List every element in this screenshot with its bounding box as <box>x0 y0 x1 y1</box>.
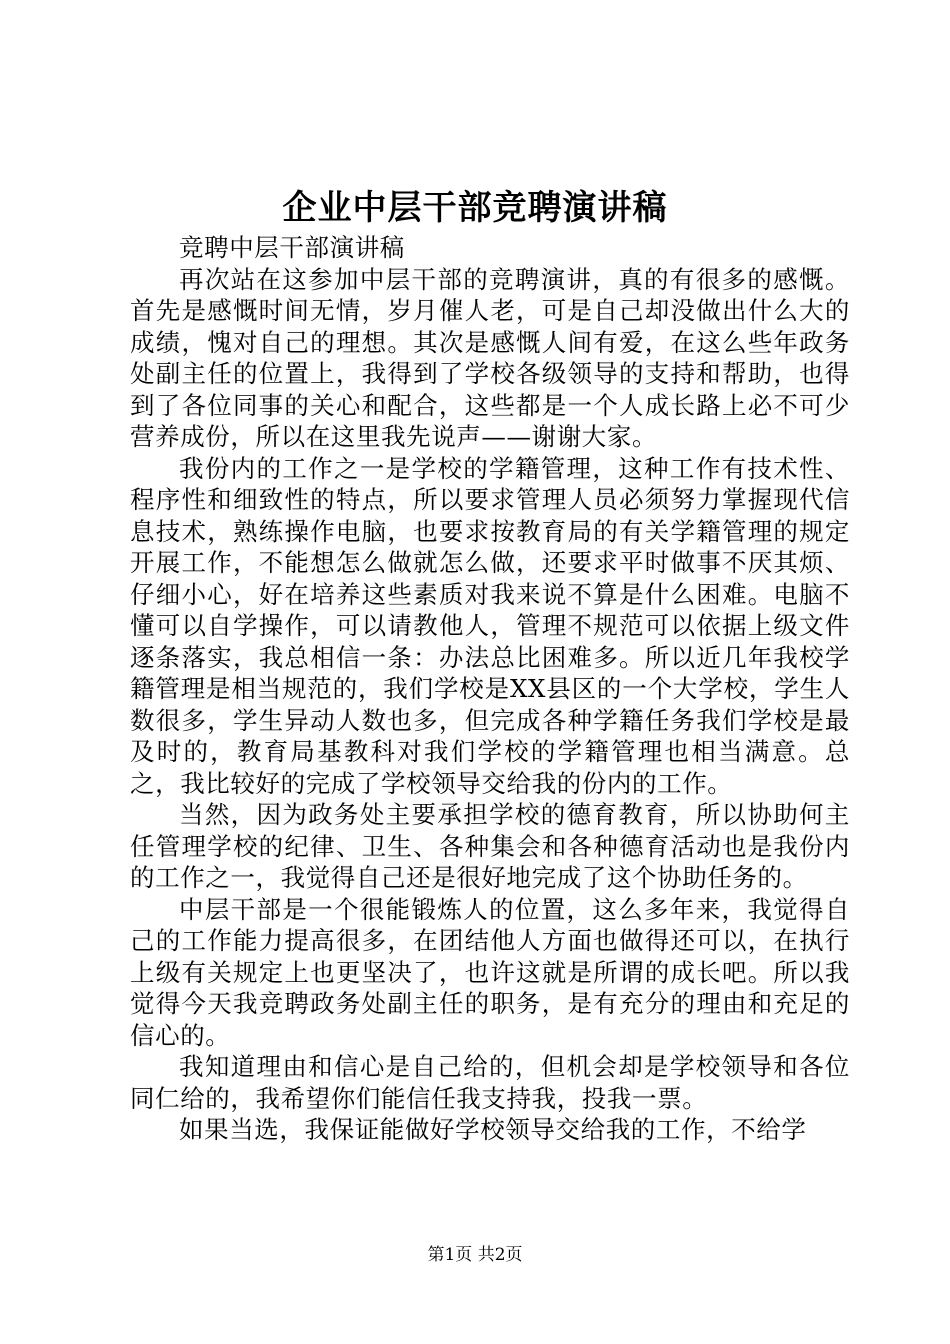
page-footer: 第1页 共2页 <box>427 1245 523 1265</box>
document-body <box>130 232 850 1146</box>
paragraph: 中层干部是一个很能锻炼人的位置，这么多年来，我觉得自己的工作能力提高很多，在团结他人方面也做得还可以，在执行上级有关规定上也更坚决了，也许这就是所谓的成长吧。所以我觉得今天我竞聘政务处副主任的职务，是有充分的理由和充足的信心的。 <box>130 894 850 1050</box>
paragraph: 我知道理由和信心是自己给的，但机会却是学校领导和各位同仁给的，我希望你们能信任我支持我，投我一票。 <box>130 1052 850 1113</box>
paragraph: 再次站在这参加中层干部的竞聘演讲，真的有很多的感慨。首先是感慨时间无情，岁月催人老，可是自己却没做出什么大的成绩，愧对自己的理想。其次是感慨人间有爱，在这么些年政务处副主任的位置上，我得到了学校各级领导的支持和帮助，也得到了各位同事的关心和配合，这些都是一个人成长路上必不可少营养成份，所以在这里我先说声——谢谢大家。 <box>130 264 850 451</box>
paragraph: 我份内的工作之一是学校的学籍管理，这种工作有技术性、程序性和细致性的特点，所以要求管理人员必须努力掌握现代信息技术，熟练操作电脑，也要求按教育局的有关学籍管理的规定开展工作，不能想怎么做就怎么做，还要求平时做事不厌其烦、仔细小心，好在培养这些素质对我来说不算是什么困难。电脑不懂可以自学操作，可以请教他人，管理不规范可以依据上级文件逐条落实，我总相信一条：办法总比困难多。所以近几年我校学籍管理是相当规范的，我们学校是XX县区的一个大学校，学生人数很多，学生异动人数也多，但完成各种学籍任务我们学校是最及时的，教育局基教科对我们学校的学籍管理也相当满意。总之，我比较好的完成了学校领导交给我的份内的工作。 <box>130 453 850 798</box>
paragraph-subtitle: 竞聘中层干部演讲稿 <box>179 233 405 262</box>
paragraph: 当然，因为政务处主要承担学校的德育教育，所以协助何主任管理学校的纪律、卫生、各种集会和各种德育活动也是我份内的工作之一，我觉得自己还是很好地完成了这个协助任务的。 <box>130 800 850 892</box>
paragraph: 如果当选，我保证能做好学校领导交给我的工作，不给学 <box>179 1115 807 1144</box>
document-title: 企业中层干部竞聘演讲稿 <box>282 188 668 228</box>
